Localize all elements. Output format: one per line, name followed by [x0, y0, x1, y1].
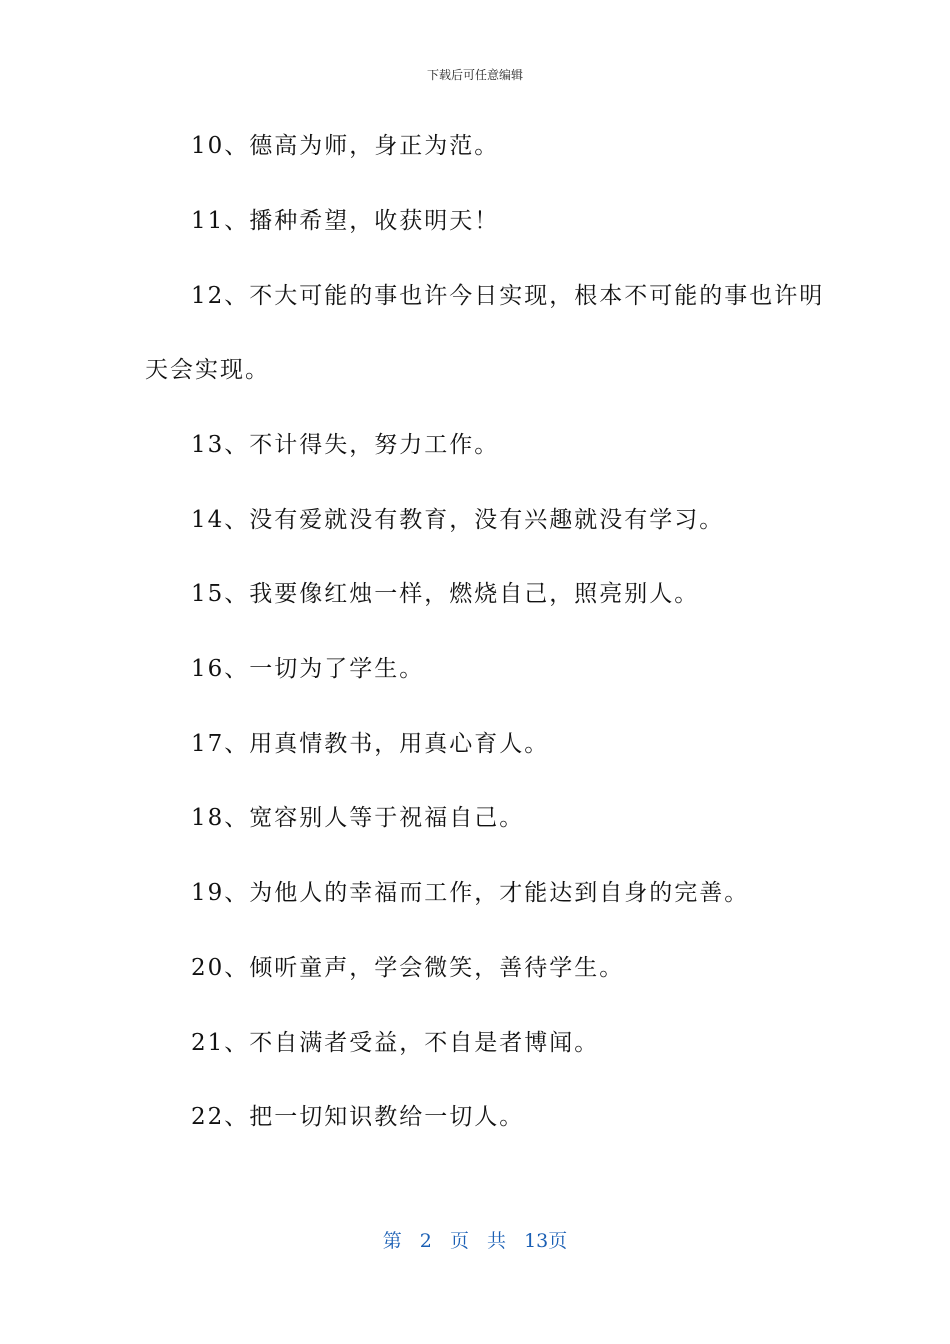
text-line: 16、一切为了学生。	[191, 656, 425, 682]
text-line: 22、把一切知识教给一切人。	[191, 1104, 525, 1130]
page-footer	[0, 1226, 950, 1253]
text-line: 18、宽容别人等于祝福自己。	[191, 805, 525, 831]
text-line: 20、倾听童声，学会微笑，善待学生。	[191, 955, 625, 981]
footer-di: 第	[382, 1230, 402, 1252]
text-line: 11、播种希望，收获明天！	[191, 208, 500, 234]
text-line: 19、为他人的幸福而工作，才能达到自身的完善。	[191, 880, 750, 906]
footer-ye: 页	[548, 1230, 568, 1252]
text-line: 17、用真情教书，用真心育人。	[191, 731, 550, 757]
footer-ye: 页	[449, 1230, 469, 1252]
text-line: 15、我要像红烛一样，燃烧自己，照亮别人。	[191, 581, 700, 607]
text-line: 14、没有爱就没有教育，没有兴趣就没有学习。	[191, 507, 725, 533]
footer-gong: 共	[487, 1230, 507, 1252]
text-line: 12、不大可能的事也许今日实现，根本不可能的事也许明	[191, 283, 825, 309]
header-note: 下载后可任意编辑	[426, 68, 523, 82]
text-line: 13、不计得失，努力工作。	[191, 432, 500, 458]
text-line: 10、德高为师，身正为范。	[191, 133, 500, 159]
text-line: 天会实现。	[145, 357, 270, 383]
text-line: 21、不自满者受益，不自是者博闻。	[191, 1030, 600, 1056]
footer-total-pages: 13	[524, 1230, 549, 1252]
footer-page-number: 2	[419, 1230, 432, 1252]
